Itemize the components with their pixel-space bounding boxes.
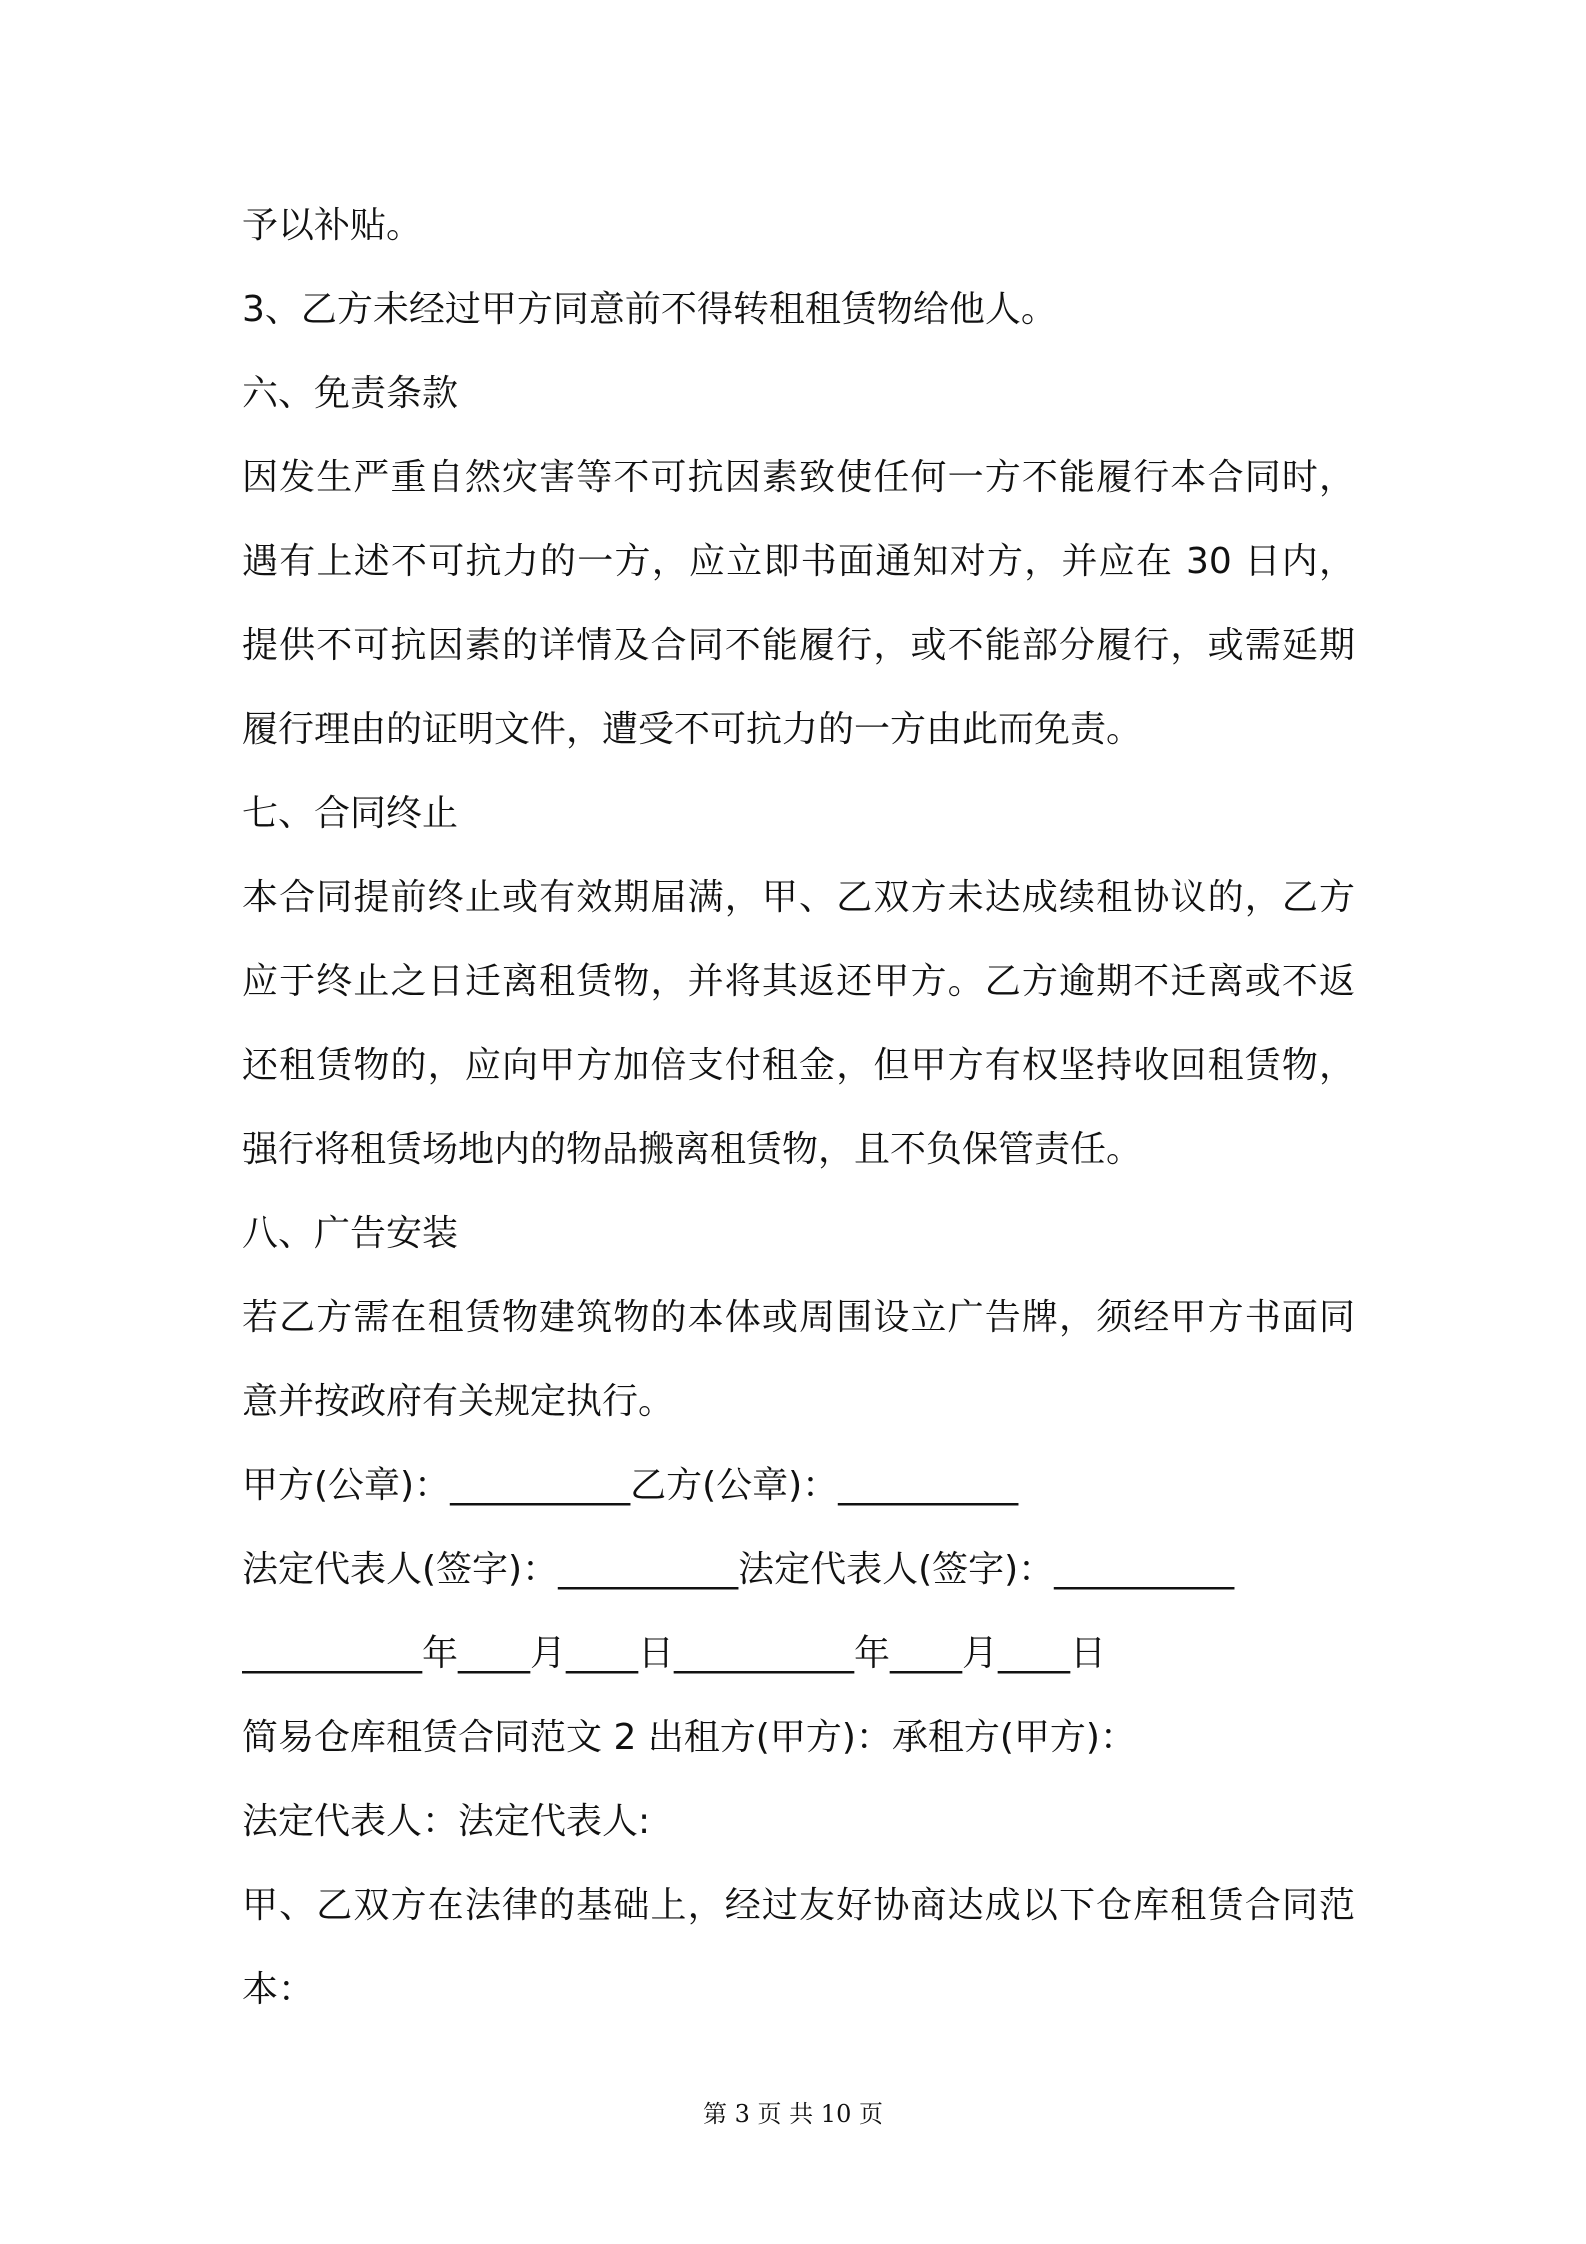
section-heading: 六、免责条款: [242, 373, 459, 414]
document-body: [242, 184, 1355, 2032]
signature-seal-line: 甲方(公章)：__________乙方(公章)：__________: [242, 1465, 1019, 1506]
section-heading: 八、广告安装: [242, 1213, 459, 1254]
clause-item: 3、乙方未经过甲方同意前不得转租租赁物给他人。: [242, 289, 1057, 330]
text-line: 强行将租赁场地内的物品搬离租赁物，且不负保管责任。: [242, 1129, 1143, 1170]
text-line: 遇有上述不可抗力的一方，应立即书面通知对方，并应在 30 日内，: [242, 541, 1355, 582]
text-line: 予以补贴。: [242, 205, 423, 246]
text-line: 若乙方需在租赁物建筑物的本体或周围设立广告牌，须经甲方书面同: [242, 1297, 1355, 1338]
signature-date-line: __________年____月____日__________年____月____日: [242, 1633, 1106, 1674]
text-line: 履行理由的证明文件，遭受不可抗力的一方由此而免责。: [242, 709, 1143, 750]
text-line: 意并按政府有关规定执行。: [242, 1381, 675, 1422]
signature-representative-line: 法定代表人(签字)：__________法定代表人(签字)：__________: [242, 1549, 1235, 1590]
text-line: 提供不可抗因素的详情及合同不能履行，或不能部分履行，或需延期: [242, 625, 1355, 666]
text-line: 还租赁物的，应向甲方加倍支付租金，但甲方有权坚持收回租赁物，: [242, 1045, 1355, 1086]
text-line: 甲、乙双方在法律的基础上，经过友好协商达成以下仓库租赁合同范: [242, 1885, 1355, 1926]
text-line: 应于终止之日迁离租赁物，并将其返还甲方。乙方逾期不迁离或不返: [242, 961, 1355, 1002]
contract-title-line: 简易仓库租赁合同范文 2 出租方(甲方)：承租方(甲方)：: [242, 1717, 1136, 1758]
text-line: 因发生严重自然灾害等不可抗因素致使任何一方不能履行本合同时，: [242, 457, 1355, 498]
page-number-footer: 第 3 页 共 10 页: [703, 2100, 883, 2128]
representative-line: 法定代表人：法定代表人:: [242, 1801, 651, 1842]
text-line: 本：: [242, 1969, 315, 2010]
section-heading: 七、合同终止: [242, 793, 459, 834]
text-line: 本合同提前终止或有效期届满，甲、乙双方未达成续租协议的，乙方: [242, 877, 1355, 918]
